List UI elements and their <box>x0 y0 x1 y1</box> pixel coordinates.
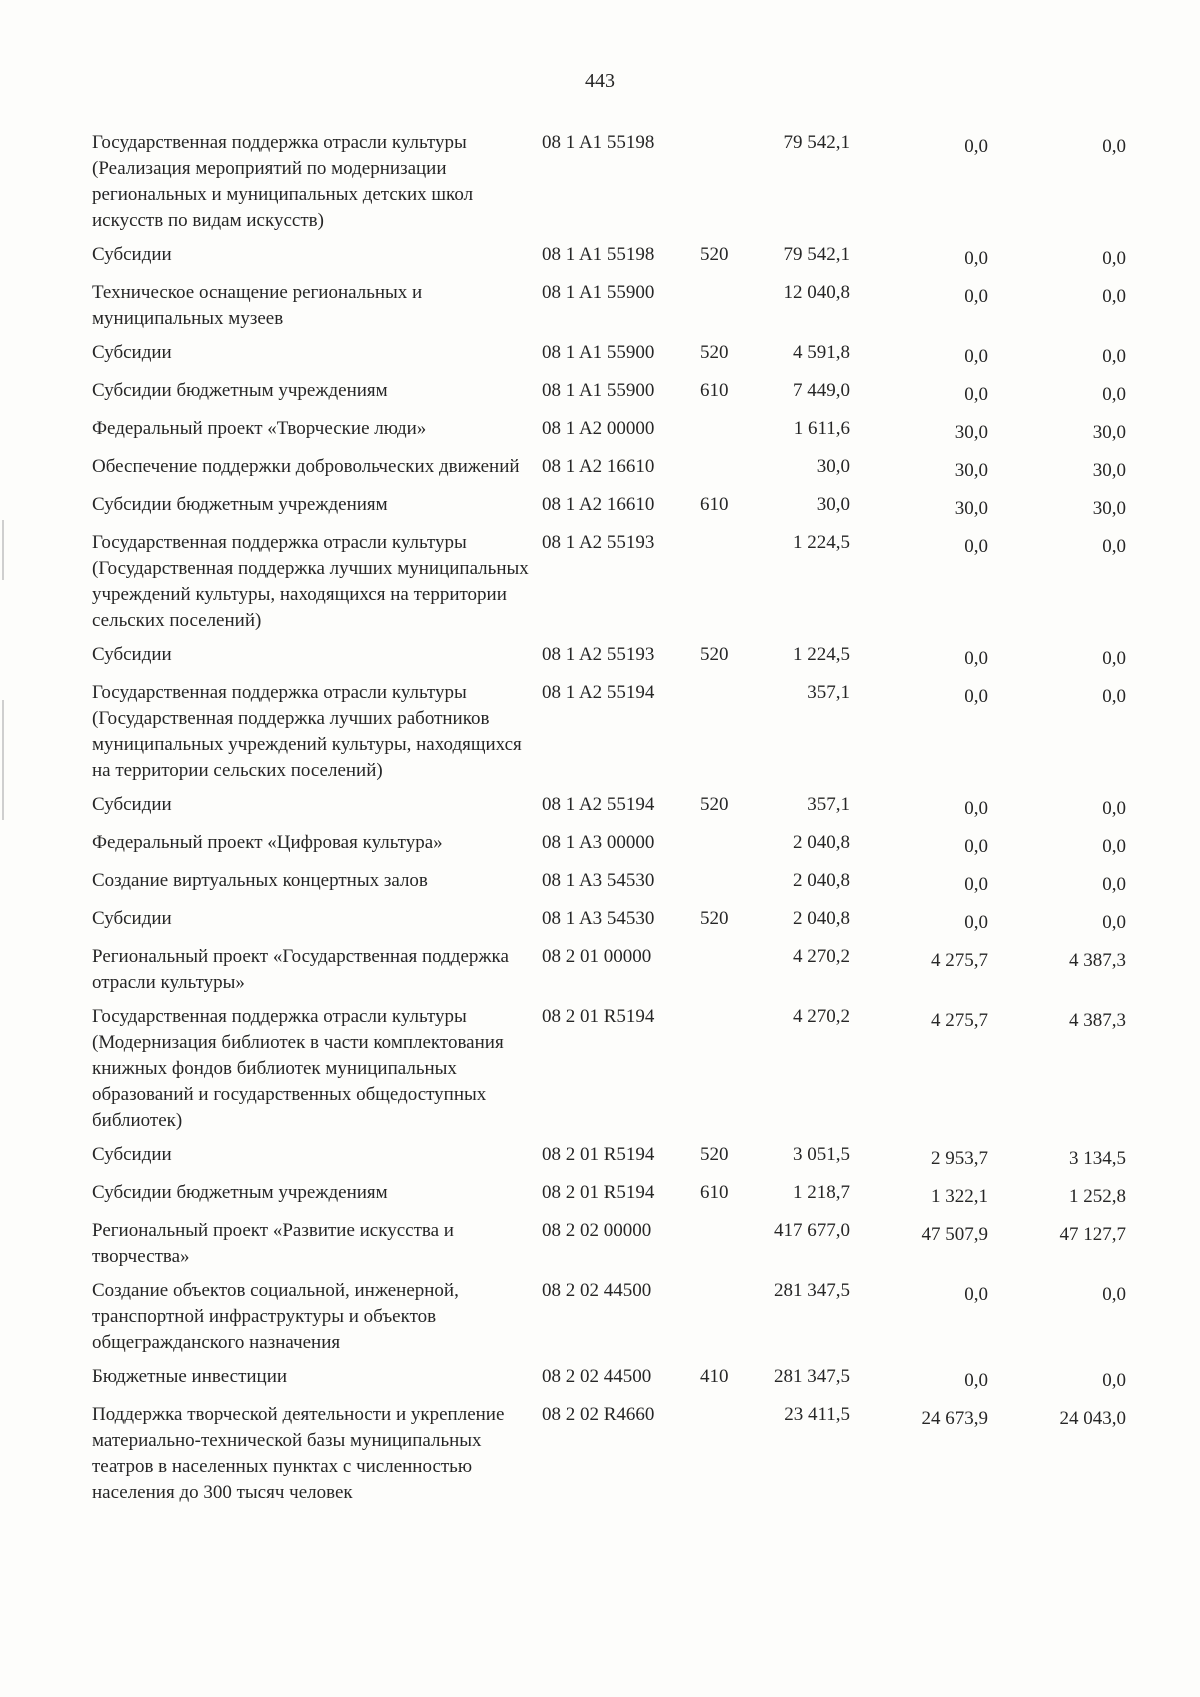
row-amount-year-3: 0,0 <box>1102 286 1126 307</box>
row-target-code: 08 1 A2 16610 <box>542 494 655 515</box>
row-name: Государственная поддержка отрасли культуры (Государственная поддержка лучших работников муниципальных учреждений культуры, находящихся на территории сельских поселений) <box>92 682 522 781</box>
row-name: Федеральный проект «Творческие люди» <box>92 418 427 439</box>
table-row <box>92 242 1192 272</box>
row-amount-year-2: 0,0 <box>964 912 988 933</box>
row-expense-type: 610 <box>700 494 729 515</box>
row-name: Субсидии бюджетным учреждениям <box>92 380 388 401</box>
row-amount-year-2: 0,0 <box>964 798 988 819</box>
row-expense-type: 410 <box>700 1366 729 1387</box>
row-amount-year-2: 30,0 <box>954 498 988 519</box>
row-amount-year-3: 30,0 <box>1092 498 1126 519</box>
row-amount-year-1: 1 218,7 <box>793 1182 850 1203</box>
table-row <box>92 280 1192 332</box>
row-amount-year-3: 0,0 <box>1102 346 1126 367</box>
row-amount-year-3: 47 127,7 <box>1059 1224 1126 1245</box>
row-amount-year-3: 30,0 <box>1092 460 1126 481</box>
row-name: Обеспечение поддержки добровольческих движений <box>92 456 520 477</box>
row-name: Создание виртуальных концертных залов <box>92 870 428 891</box>
row-target-code: 08 1 A2 55193 <box>542 532 655 553</box>
table-row <box>92 830 1192 860</box>
table-row <box>92 530 1192 634</box>
row-expense-type: 610 <box>700 1182 729 1203</box>
row-amount-year-2: 0,0 <box>964 648 988 669</box>
row-amount-year-1: 2 040,8 <box>793 832 850 853</box>
row-amount-year-2: 0,0 <box>964 874 988 895</box>
row-target-code: 08 2 01 R5194 <box>542 1144 655 1165</box>
row-name: Субсидии <box>92 644 172 665</box>
row-amount-year-3: 0,0 <box>1102 248 1126 269</box>
row-name: Субсидии <box>92 244 172 265</box>
row-expense-type: 520 <box>700 244 729 265</box>
row-amount-year-3: 0,0 <box>1102 686 1126 707</box>
row-target-code: 08 1 A1 55198 <box>542 244 655 265</box>
row-target-code: 08 2 02 00000 <box>542 1220 652 1241</box>
row-name: Субсидии бюджетным учреждениям <box>92 1182 388 1203</box>
row-amount-year-3: 1 252,8 <box>1069 1186 1126 1207</box>
row-amount-year-3: 30,0 <box>1092 422 1126 443</box>
row-amount-year-1: 357,1 <box>807 794 850 815</box>
table-row <box>92 868 1192 898</box>
table-row <box>92 1402 1192 1506</box>
row-target-code: 08 1 A1 55900 <box>542 282 655 303</box>
row-amount-year-1: 30,0 <box>816 494 850 515</box>
row-amount-year-2: 30,0 <box>954 460 988 481</box>
row-amount-year-3: 4 387,3 <box>1069 950 1126 971</box>
row-amount-year-1: 12 040,8 <box>783 282 850 303</box>
table-row <box>92 642 1192 672</box>
table-row <box>92 906 1192 936</box>
row-expense-type: 610 <box>700 380 729 401</box>
row-target-code: 08 1 A2 16610 <box>542 456 655 477</box>
row-amount-year-1: 281 347,5 <box>774 1366 850 1387</box>
scan-margin-mark <box>2 700 4 820</box>
row-amount-year-3: 0,0 <box>1102 1370 1126 1391</box>
row-amount-year-1: 1 224,5 <box>793 644 850 665</box>
row-name: Государственная поддержка отрасли культуры (Реализация мероприятий по модернизации региональных и муниципальных детских школ искусств по видам искусств) <box>92 132 474 231</box>
row-amount-year-1: 1 224,5 <box>793 532 850 553</box>
row-target-code: 08 1 A2 55193 <box>542 644 655 665</box>
row-target-code: 08 2 01 00000 <box>542 946 652 967</box>
row-target-code: 08 2 02 R4660 <box>542 1404 655 1425</box>
row-amount-year-3: 0,0 <box>1102 384 1126 405</box>
row-amount-year-3: 0,0 <box>1102 1284 1126 1305</box>
row-target-code: 08 1 A3 54530 <box>542 870 655 891</box>
row-amount-year-2: 2 953,7 <box>931 1148 988 1169</box>
row-amount-year-1: 4 270,2 <box>793 946 850 967</box>
row-amount-year-3: 4 387,3 <box>1069 1010 1126 1031</box>
row-amount-year-3: 24 043,0 <box>1059 1408 1126 1429</box>
row-target-code: 08 1 A1 55900 <box>542 342 655 363</box>
row-name: Региональный проект «Государственная поддержка отрасли культуры» <box>92 946 509 993</box>
row-name: Субсидии <box>92 908 172 929</box>
row-target-code: 08 2 01 R5194 <box>542 1006 655 1027</box>
scan-margin-mark <box>2 520 4 580</box>
row-name: Региональный проект «Развитие искусства и творчества» <box>92 1220 454 1267</box>
row-amount-year-3: 0,0 <box>1102 536 1126 557</box>
table-row <box>92 130 1192 234</box>
row-target-code: 08 1 A2 55194 <box>542 794 655 815</box>
row-expense-type: 520 <box>700 908 729 929</box>
row-amount-year-2: 0,0 <box>964 286 988 307</box>
row-amount-year-2: 0,0 <box>964 346 988 367</box>
row-name: Создание объектов социальной, инженерной, транспортной инфраструктуры и объектов общегражданского назначения <box>92 1280 459 1353</box>
row-name: Поддержка творческой деятельности и укрепление материально-технической базы муниципальных театров в населенных пунктах с численностью населения до 300 тысяч человек <box>92 1404 505 1503</box>
row-amount-year-2: 0,0 <box>964 686 988 707</box>
table-row <box>92 1278 1192 1356</box>
row-amount-year-2: 0,0 <box>964 836 988 857</box>
row-target-code: 08 2 02 44500 <box>542 1280 652 1301</box>
row-target-code: 08 1 A3 00000 <box>542 832 655 853</box>
row-name: Государственная поддержка отрасли культуры (Модернизация библиотек в части комплектования книжных фондов библиотек муниципальных образований и государственных общедоступных библиотек) <box>92 1006 504 1131</box>
table-row <box>92 1142 1192 1172</box>
row-amount-year-1: 79 542,1 <box>783 244 850 265</box>
row-name: Государственная поддержка отрасли культуры (Государственная поддержка лучших муниципальных учреждений культуры, находящихся на территории сельских поселений) <box>92 532 529 631</box>
table-row <box>92 454 1192 484</box>
row-expense-type: 520 <box>700 342 729 363</box>
row-amount-year-3: 0,0 <box>1102 912 1126 933</box>
row-amount-year-3: 0,0 <box>1102 798 1126 819</box>
row-target-code: 08 1 A2 00000 <box>542 418 655 439</box>
table-row <box>92 680 1192 784</box>
row-amount-year-2: 30,0 <box>954 422 988 443</box>
budget-table <box>92 130 1192 1514</box>
row-amount-year-2: 0,0 <box>964 384 988 405</box>
row-amount-year-1: 7 449,0 <box>793 380 850 401</box>
row-name: Субсидии бюджетным учреждениям <box>92 494 388 515</box>
row-amount-year-1: 4 270,2 <box>793 1006 850 1027</box>
row-amount-year-1: 2 040,8 <box>793 870 850 891</box>
row-amount-year-1: 2 040,8 <box>793 908 850 929</box>
table-row <box>92 1004 1192 1134</box>
table-row <box>92 492 1192 522</box>
row-amount-year-2: 1 322,1 <box>931 1186 988 1207</box>
row-amount-year-2: 0,0 <box>964 248 988 269</box>
row-amount-year-3: 3 134,5 <box>1069 1148 1126 1169</box>
row-amount-year-1: 4 591,8 <box>793 342 850 363</box>
row-amount-year-2: 0,0 <box>964 1370 988 1391</box>
row-expense-type: 520 <box>700 1144 729 1165</box>
row-amount-year-3: 0,0 <box>1102 874 1126 895</box>
table-row <box>92 1364 1192 1394</box>
table-row <box>92 1180 1192 1210</box>
row-amount-year-1: 417 677,0 <box>774 1220 850 1241</box>
row-target-code: 08 1 A1 55198 <box>542 132 655 153</box>
table-row <box>92 340 1192 370</box>
table-row <box>92 378 1192 408</box>
row-name: Техническое оснащение региональных и муниципальных музеев <box>92 282 423 329</box>
row-amount-year-1: 1 611,6 <box>793 418 850 439</box>
row-amount-year-3: 0,0 <box>1102 136 1126 157</box>
table-row <box>92 944 1192 996</box>
row-amount-year-2: 0,0 <box>964 1284 988 1305</box>
row-target-code: 08 2 02 44500 <box>542 1366 652 1387</box>
row-name: Субсидии <box>92 342 172 363</box>
table-row <box>92 416 1192 446</box>
row-expense-type: 520 <box>700 794 729 815</box>
row-amount-year-2: 24 673,9 <box>921 1408 988 1429</box>
table-row <box>92 792 1192 822</box>
row-name: Субсидии <box>92 1144 172 1165</box>
row-name: Бюджетные инвестиции <box>92 1366 288 1387</box>
row-target-code: 08 2 01 R5194 <box>542 1182 655 1203</box>
row-amount-year-1: 79 542,1 <box>783 132 850 153</box>
row-amount-year-3: 0,0 <box>1102 836 1126 857</box>
row-target-code: 08 1 A2 55194 <box>542 682 655 703</box>
row-name: Субсидии <box>92 794 172 815</box>
row-amount-year-1: 357,1 <box>807 682 850 703</box>
row-amount-year-1: 30,0 <box>816 456 850 477</box>
row-name: Федеральный проект «Цифровая культура» <box>92 832 443 853</box>
row-amount-year-1: 281 347,5 <box>774 1280 850 1301</box>
row-amount-year-2: 4 275,7 <box>931 950 988 971</box>
row-amount-year-1: 3 051,5 <box>793 1144 850 1165</box>
row-amount-year-2: 0,0 <box>964 536 988 557</box>
row-amount-year-3: 0,0 <box>1102 648 1126 669</box>
row-amount-year-2: 47 507,9 <box>921 1224 988 1245</box>
row-expense-type: 520 <box>700 644 729 665</box>
row-amount-year-2: 0,0 <box>964 136 988 157</box>
row-amount-year-2: 4 275,7 <box>931 1010 988 1031</box>
row-target-code: 08 1 A3 54530 <box>542 908 655 929</box>
table-row <box>92 1218 1192 1270</box>
row-target-code: 08 1 A1 55900 <box>542 380 655 401</box>
page-number: 443 <box>585 70 615 92</box>
row-amount-year-1: 23 411,5 <box>784 1404 850 1425</box>
